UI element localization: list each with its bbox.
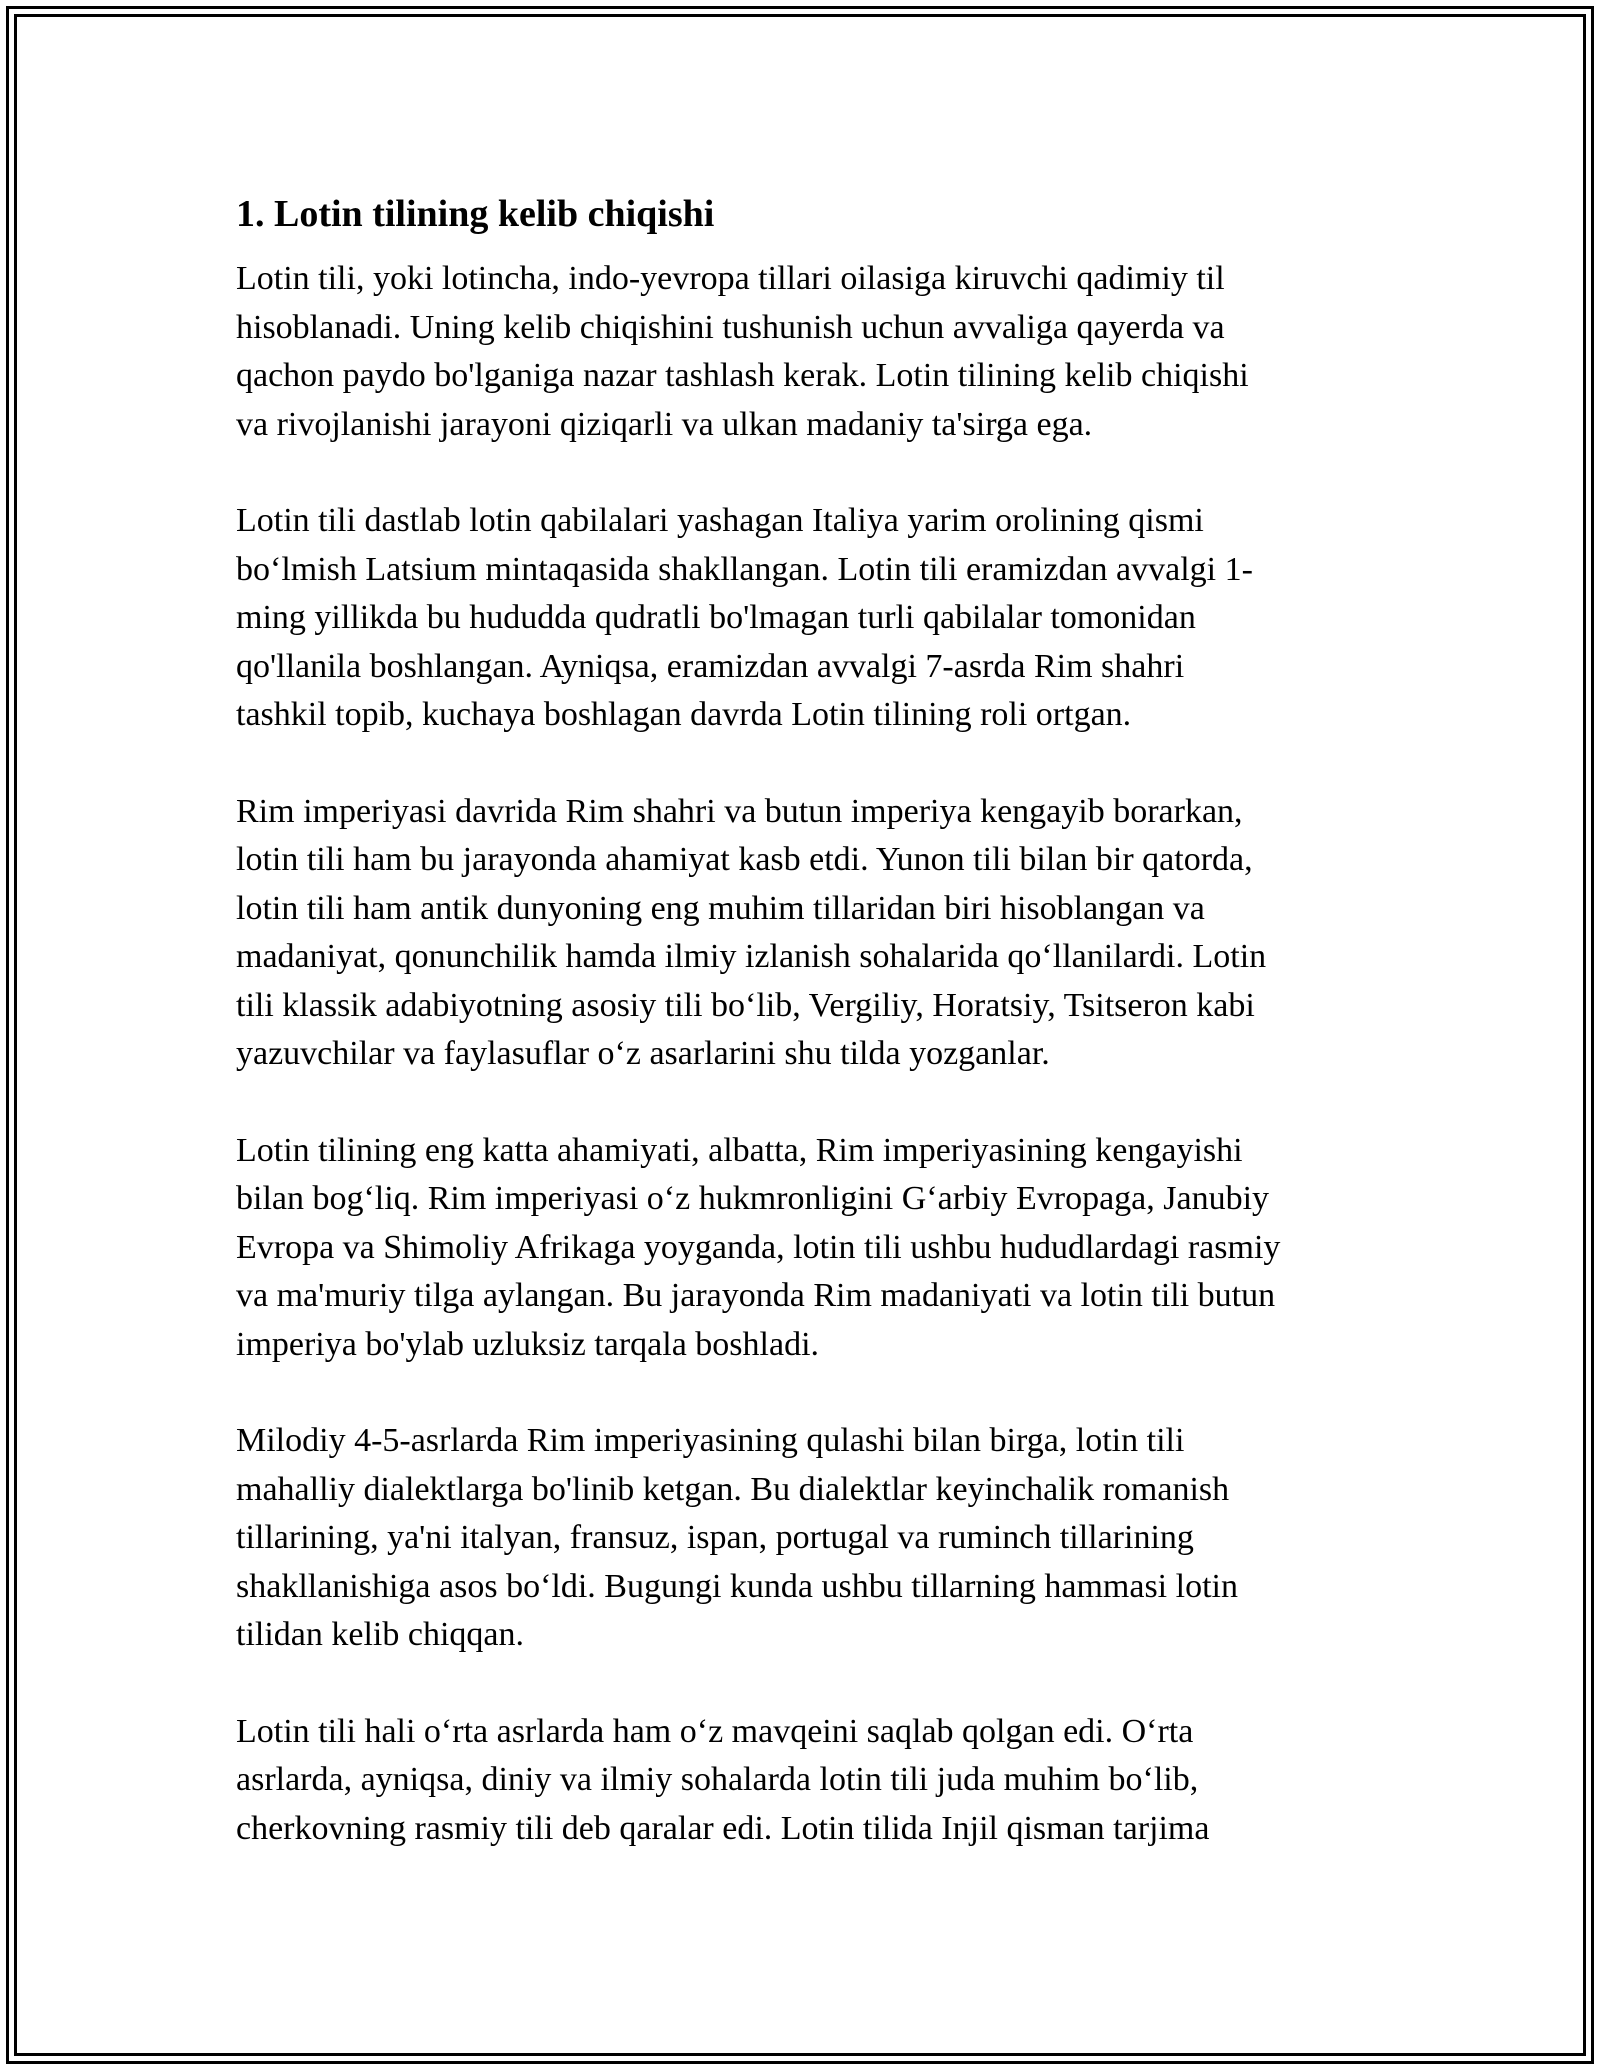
text-line: Rim imperiyasi davrida Rim shahri va butun imperiya kengayib borarkan, bbox=[236, 792, 1243, 830]
paragraph-list bbox=[236, 255, 1376, 1853]
paragraph bbox=[236, 1708, 1376, 1854]
text-line: tashkil topib, kuchaya boshlagan davrda Lotin tilining roli ortgan. bbox=[236, 696, 1132, 733]
text-line: cherkovning rasmiy tili deb qaralar edi. Lotin tilida Injil qisman tarjima bbox=[236, 1809, 1210, 1847]
text-line: hisoblanadi. Uning kelib chiqishini tushunish uchun avvaliga qayerda va bbox=[236, 308, 1225, 346]
text-line: Lotin tilining eng katta ahamiyati, albatta, Rim imperiyasining kengayishi bbox=[236, 1131, 1243, 1169]
text-line: lotin tili ham antik dunyoning eng muhim tillaridan biri hisoblangan va bbox=[236, 889, 1205, 927]
text-line: bo‘lmish Latsium mintaqasida shakllangan. Lotin tili eramizdan avvalgi 1- bbox=[236, 550, 1253, 588]
text-line: Evropa va Shimoliy Afrikaga yoyganda, lotin tili ushbu hududlardagi rasmiy bbox=[236, 1228, 1281, 1266]
text-line: tilidan kelib chiqqan. bbox=[236, 1616, 524, 1653]
paragraph bbox=[236, 788, 1376, 1079]
text-line: shakllanishiga asos bo‘ldi. Bugungi kunda ushbu tillarning hammasi lotin bbox=[236, 1567, 1238, 1605]
text-line: madaniyat, qonunchilik hamda ilmiy izlanish sohalarida qo‘llanilardi. Lotin bbox=[236, 938, 1267, 975]
text-line: lotin tili ham bu jarayonda ahamiyat kasb etdi. Yunon tili bilan bir qatorda, bbox=[236, 841, 1253, 878]
paragraph bbox=[236, 1417, 1376, 1660]
text-line: Lotin tili hali o‘rta asrlarda ham o‘z mavqeini saqlab qolgan edi. O‘rta bbox=[236, 1712, 1194, 1750]
text-line: qo'llanila boshlangan. Ayniqsa, eramizdan avvalgi 7-asrda Rim shahri bbox=[236, 647, 1185, 685]
text-line: yazuvchilar va faylasuflar o‘z asarlarini shu tilda yozganlar. bbox=[236, 1035, 1050, 1072]
paragraph bbox=[236, 255, 1376, 449]
text-line: mahalliy dialektlarga bo'linib ketgan. Bu dialektlar keyinchalik romanish bbox=[236, 1470, 1230, 1508]
text-line: tillarining, ya'ni italyan, fransuz, ispan, portugal va ruminch tillarining bbox=[236, 1519, 1194, 1556]
text-line: ming yillikda bu hududda qudratli bo'lmagan turli qabilalar tomonidan bbox=[236, 599, 1196, 636]
text-line: imperiya bo'ylab uzluksiz tarqala boshladi. bbox=[236, 1325, 820, 1363]
text-line: va ma'muriy tilga aylangan. Bu jarayonda Rim madaniyati va lotin tili butun bbox=[236, 1277, 1276, 1314]
text-line: Lotin tili dastlab lotin qabilalari yashagan Italiya yarim orolining qismi bbox=[236, 502, 1204, 539]
text-line: va rivojlanishi jarayoni qiziqarli va ulkan madaniy ta'sirga ega. bbox=[236, 405, 1093, 443]
text-line: qachon paydo bo'lganiga nazar tashlash kerak. Lotin tilining kelib chiqishi bbox=[236, 357, 1249, 394]
document-body bbox=[236, 185, 1376, 1901]
text-line: asrlarda, ayniqsa, diniy va ilmiy sohalarda lotin tili juda muhim bo‘lib, bbox=[236, 1761, 1199, 1798]
text-line: tili klassik adabiyotning asosiy tili bo‘lib, Vergiliy, Horatsiy, Tsitseron kabi bbox=[236, 986, 1255, 1024]
paragraph bbox=[236, 497, 1376, 740]
text-line: bilan bog‘liq. Rim imperiyasi o‘z hukmronligini G‘arbiy Evropaga, Janubiy bbox=[236, 1180, 1270, 1217]
document-title: 1. Lotin tilining kelib chiqishi bbox=[236, 193, 715, 235]
text-line: Lotin tili, yoki lotincha, indo-yevropa tillari oilasiga kiruvchi qadimiy til bbox=[236, 260, 1225, 297]
text-line: Milodiy 4-5-asrlarda Rim imperiyasining qulashi bilan birga, lotin tili bbox=[236, 1422, 1185, 1459]
paragraph bbox=[236, 1127, 1376, 1370]
